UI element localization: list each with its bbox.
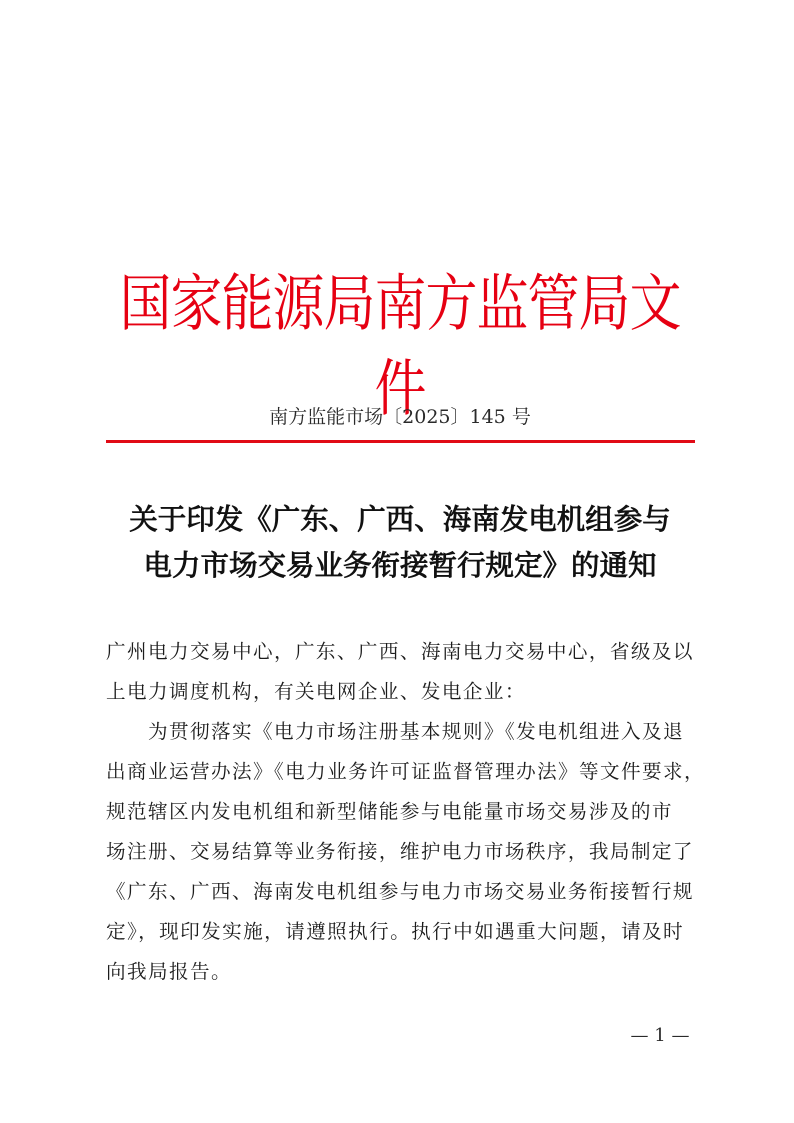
body-paragraph-line: 规范辖区内发电机组和新型储能参与电能量市场交易涉及的市 <box>106 800 673 823</box>
body-paragraph-line: 出商业运营办法》《电力业务许可证监督管理办法》等文件要求， <box>106 760 706 783</box>
red-divider-rule <box>106 440 695 443</box>
page-number: — 1 — <box>630 1025 690 1046</box>
body-paragraph-line: 定》，现印发实施，请遵照执行。执行中如遇重大问题，请及时 <box>106 920 685 943</box>
document-title <box>106 496 694 588</box>
body-paragraph-line: 向我局报告。 <box>106 960 232 983</box>
body-paragraph-line: 《广东、广西、海南发电机组参与电力市场交易业务衔接暂行规 <box>106 880 694 903</box>
body-paragraph-line: 为贯彻落实《电力市场注册基本规则》《发电机组进入及退 <box>106 720 685 743</box>
addressee-line: 广州电力交易中心，广东、广西、海南电力交易中心，省级及以 <box>106 640 694 663</box>
body-paragraph-line: 场注册、交易结算等业务衔接，维护电力市场秩序，我局制定了 <box>106 840 694 863</box>
addressee-line: 上电力调度机构，有关电网企业、发电企业： <box>106 680 526 703</box>
document-number: 南方监能市场〔2025〕145 号 <box>269 406 531 428</box>
document-body <box>106 632 706 992</box>
title-line: 电力市场交易业务衔接暂行规定》的通知 <box>143 548 657 582</box>
issuer-masthead: 国家能源局南方监管局文件 <box>119 269 681 425</box>
title-line: 关于印发《广东、广西、海南发电机组参与 <box>129 502 671 536</box>
